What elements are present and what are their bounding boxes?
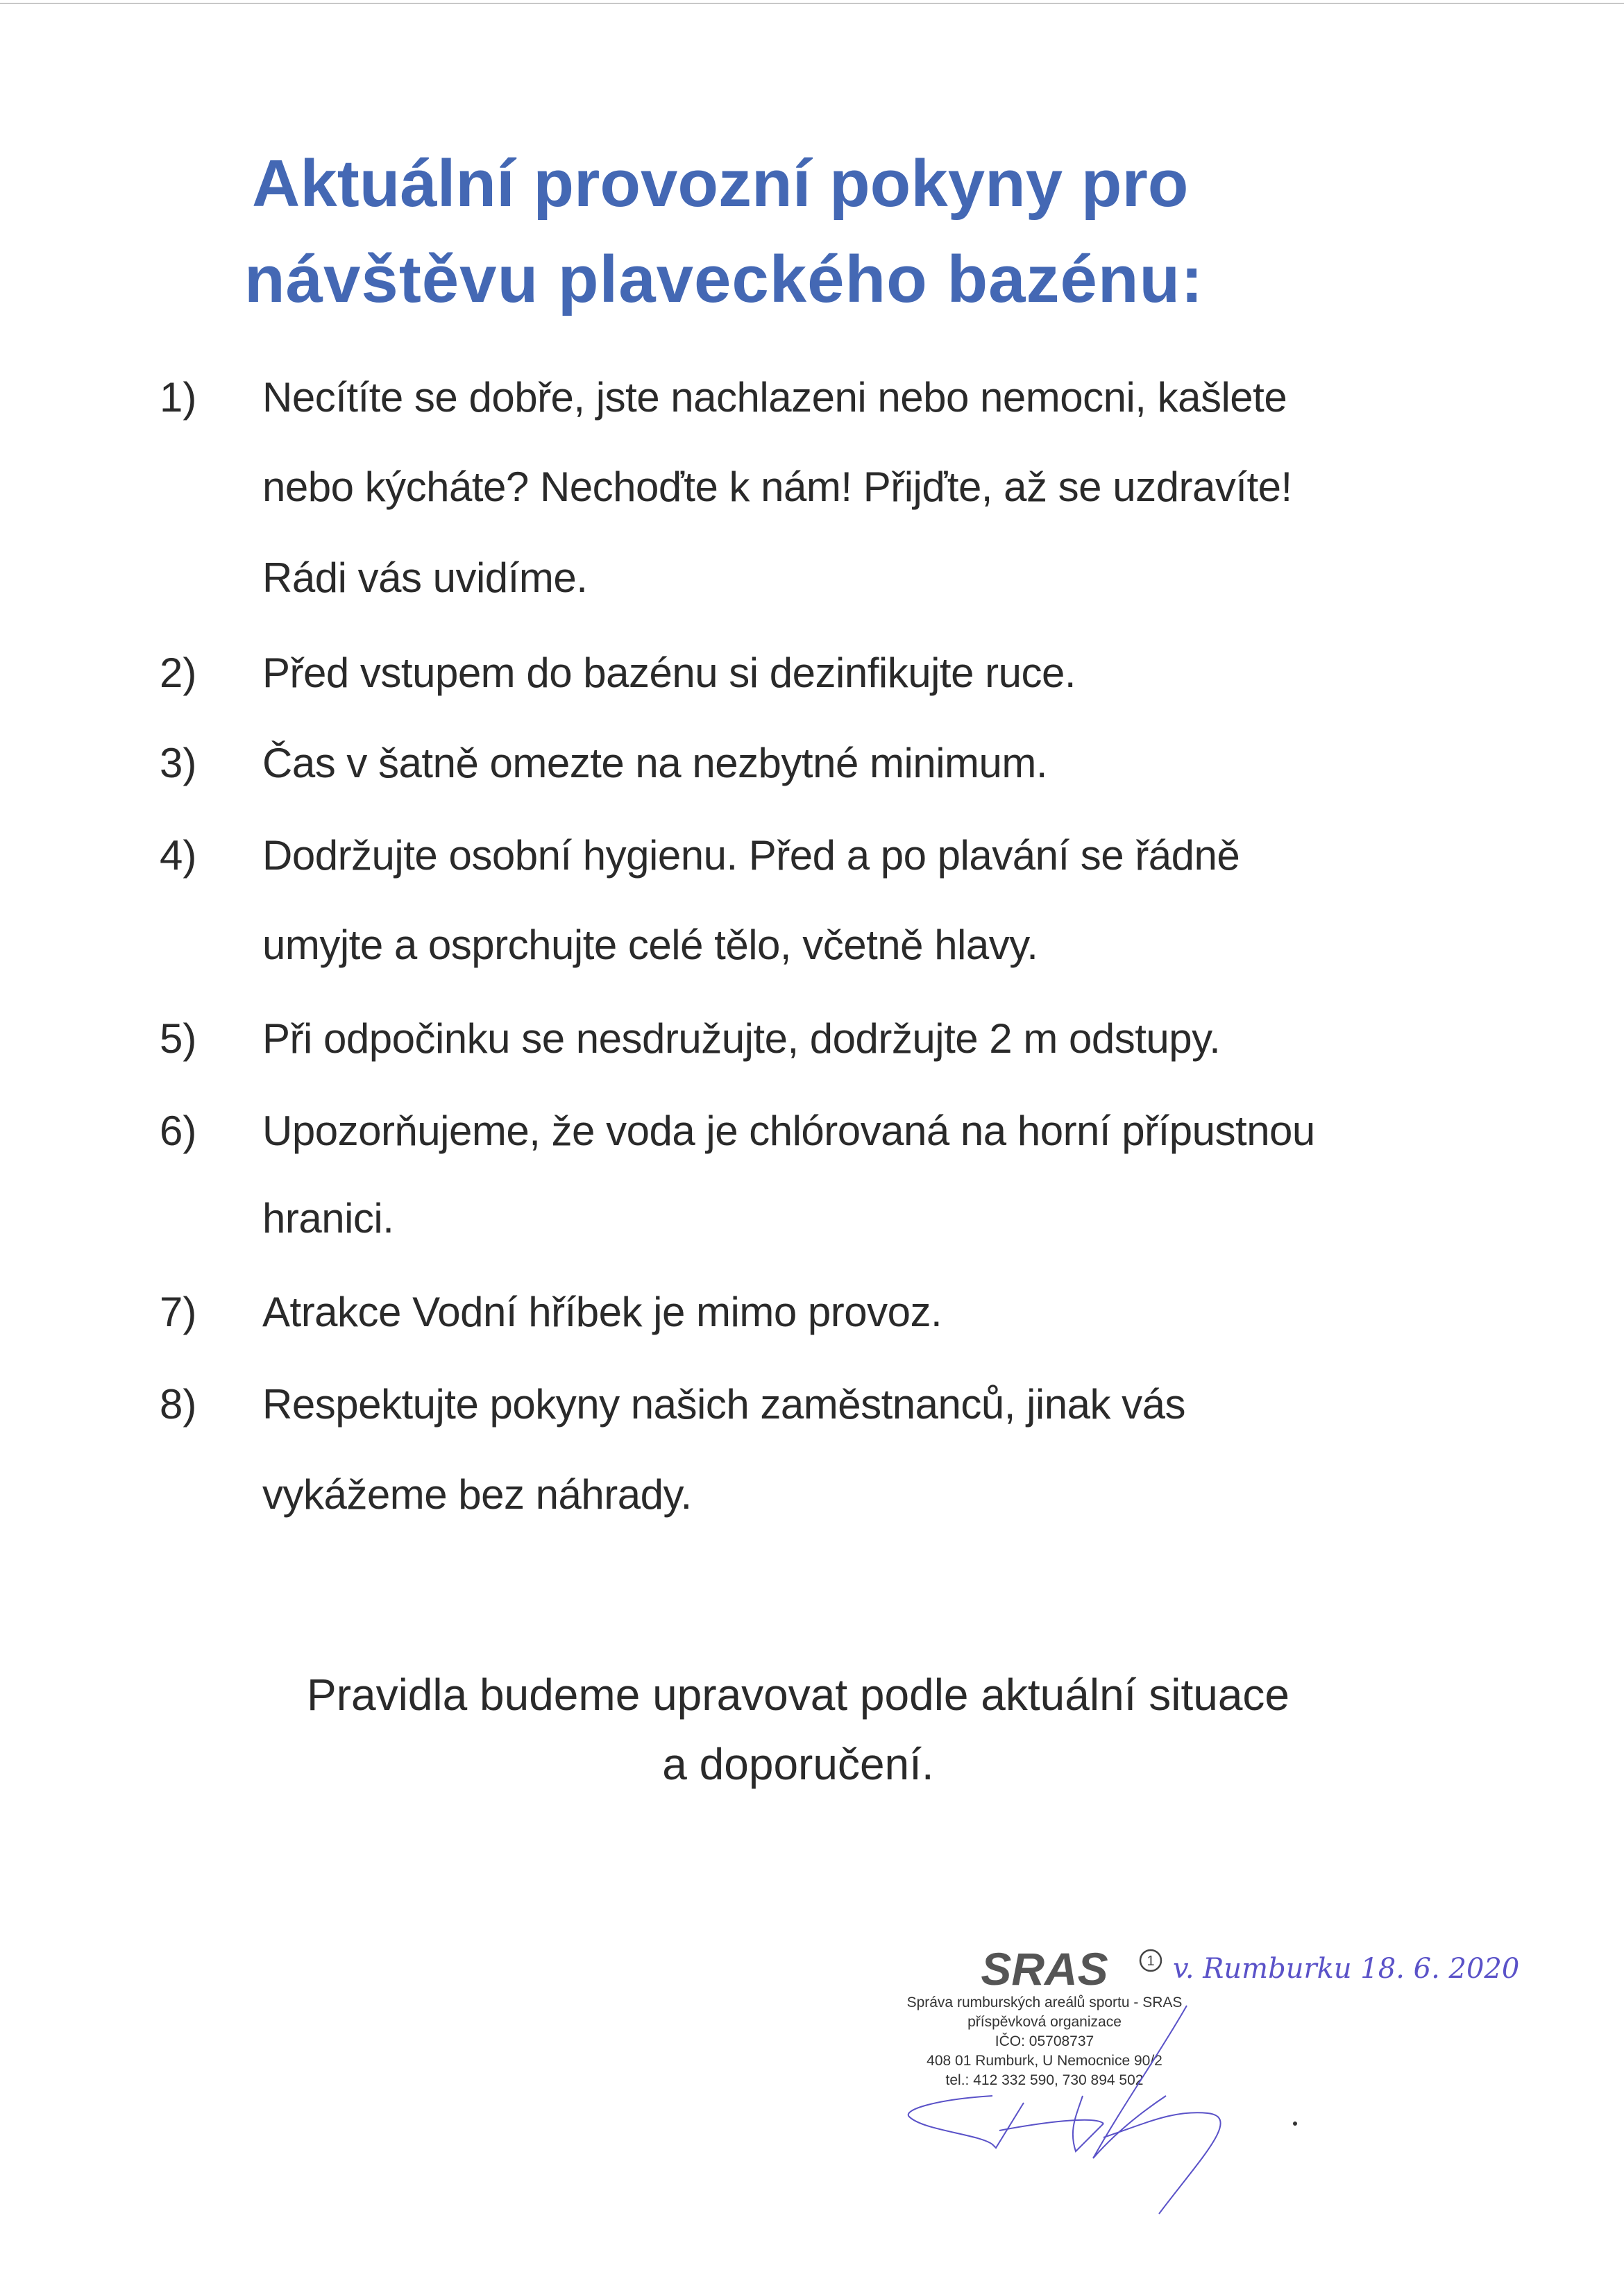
page-title-line-1: Aktuální provozní pokyny pro xyxy=(252,146,1189,221)
ink-dot xyxy=(1293,2122,1297,2126)
footer-line-2: a doporučení. xyxy=(662,1739,934,1789)
item-number: 3) xyxy=(160,740,197,786)
item-text-line: Rádi vás uvidíme. xyxy=(262,554,588,601)
stamp-line-4: 408 01 Rumburk, U Nemocnice 90/2 xyxy=(927,2053,1162,2069)
item-text-line: vykážeme bez náhrady. xyxy=(262,1471,692,1518)
item-number: 8) xyxy=(160,1381,197,1428)
stamp-circle-number: 1 xyxy=(1147,1954,1155,1969)
footer-line-1: Pravidla budeme upravovat podle aktuální situace xyxy=(307,1670,1289,1720)
item-text-line: hranici. xyxy=(262,1195,394,1242)
item-text-line: nebo kýcháte? Nechoďte k nám! Přijďte, až se uzdravíte! xyxy=(262,464,1292,510)
stamp-line-3: IČO: 05708737 xyxy=(995,2033,1094,2049)
item-number: 4) xyxy=(160,832,197,879)
item-number: 1) xyxy=(160,374,197,421)
item-text-line: Dodržujte osobní hygienu. Před a po plavání se řádně xyxy=(262,832,1240,879)
item-text-line: Atrakce Vodní hříbek je mimo provoz. xyxy=(262,1289,942,1335)
item-text-line: Necítíte se dobře, jste nachlazeni nebo nemocni, kašlete xyxy=(262,374,1287,421)
item-text-line: Čas v šatně omezte na nezbytné minimum. xyxy=(262,740,1048,786)
stamp-logo: SRAS xyxy=(981,1943,1108,1995)
item-text-line: umyjte a osprchujte celé tělo, včetně hlavy. xyxy=(262,922,1038,968)
organization-stamp xyxy=(895,1922,1621,2221)
stamp-line-1: Správa rumburských areálů sportu - SRAS xyxy=(906,1995,1183,2010)
stamp-line-5: tel.: 412 332 590, 730 894 502 xyxy=(945,2072,1144,2088)
handwritten-place-date: v. Rumburku 18. 6. 2020 xyxy=(1173,1953,1520,1985)
item-number: 7) xyxy=(160,1289,197,1335)
scan-edge xyxy=(0,3,1624,4)
stamp-line-2: příspěvková organizace xyxy=(967,2014,1122,2030)
item-text-line: Před vstupem do bazénu si dezinfikujte ruce. xyxy=(262,650,1076,696)
item-number: 6) xyxy=(160,1108,197,1154)
item-text-line: Respektujte pokyny našich zaměstnanců, jinak vás xyxy=(262,1381,1186,1428)
page-title-line-2: návštěvu plaveckého bazénu: xyxy=(244,242,1204,316)
item-text-line: Při odpočinku se nesdružujte, dodržujte 2 m odstupy. xyxy=(262,1015,1221,1062)
item-text-line: Upozorňujeme, že voda je chlórovaná na horní přípustnou xyxy=(262,1108,1315,1154)
item-number: 5) xyxy=(160,1015,197,1062)
item-number: 2) xyxy=(160,650,197,696)
